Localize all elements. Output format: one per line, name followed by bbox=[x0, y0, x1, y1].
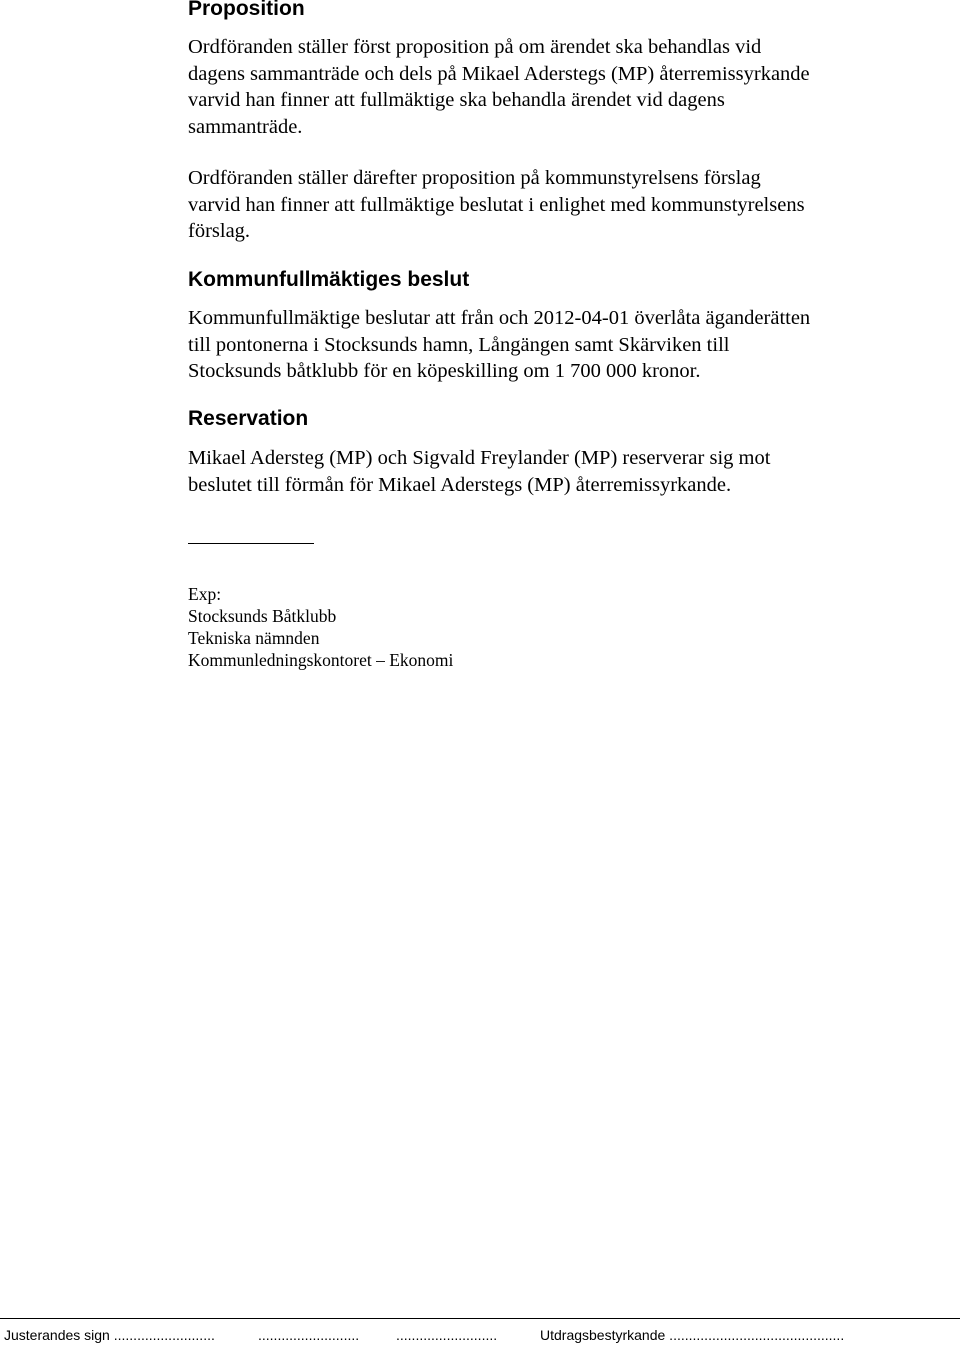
signature-dots: .......................... bbox=[258, 1327, 360, 1343]
utdragsbestyrkande-field: Utdragsbestyrkande ............................................. bbox=[540, 1327, 845, 1343]
text-line: Ordföranden ställer därefter proposition på kommunstyrelsens förslag bbox=[188, 167, 761, 189]
reservation-paragraph bbox=[188, 445, 908, 498]
reservation-heading: Reservation bbox=[188, 407, 309, 430]
expedition-recipient: Kommunledningskontoret – Ekonomi bbox=[188, 650, 454, 670]
signature-dots: .......................... bbox=[396, 1327, 498, 1343]
text-line: varvid han finner att fullmäktige beslutat i enlighet med kommunstyrelsens bbox=[188, 193, 805, 216]
beslut-heading: Kommunfullmäktiges beslut bbox=[188, 268, 470, 291]
proposition-paragraph-1 bbox=[188, 34, 908, 140]
expedition-recipient: Tekniska nämnden bbox=[188, 628, 320, 648]
text-line: Mikael Adersteg (MP) och Sigvald Freylander (MP) reserverar sig mot bbox=[188, 447, 771, 469]
text-line: förslag. bbox=[188, 220, 251, 242]
beslut-paragraph bbox=[188, 305, 908, 385]
proposition-heading: Proposition bbox=[188, 0, 305, 20]
expedition-label: Exp: bbox=[188, 584, 222, 604]
expedition-recipient: Stocksunds Båtklubb bbox=[188, 606, 337, 626]
proposition-paragraph-2 bbox=[188, 165, 908, 245]
justerandes-sign-field: Justerandes sign .......................... bbox=[4, 1327, 215, 1343]
text-line: till pontonerna i Stocksunds hamn, Långängen samt Skärviken till bbox=[188, 333, 730, 356]
text-line: beslutet till förmån för Mikael Aderstegs (MP) återremissyrkande. bbox=[188, 473, 732, 496]
text-line: sammanträde. bbox=[188, 115, 303, 138]
text-line: dagens sammanträde och dels på Mikael Aderstegs (MP) återremissyrkande bbox=[188, 62, 810, 85]
text-line: varvid han finner att fullmäktige ska behandla ärendet vid dagens bbox=[188, 89, 725, 111]
footer-line bbox=[0, 1318, 960, 1319]
separator-line bbox=[188, 543, 314, 544]
text-line: Kommunfullmäktige beslutar att från och 2012-04-01 överlåta äganderätten bbox=[188, 307, 811, 329]
text-line: Ordföranden ställer först proposition på om ärendet ska behandlas vid bbox=[188, 36, 762, 58]
text-line: Stocksunds båtklubb för en köpeskilling om 1 700 000 kronor. bbox=[188, 360, 701, 382]
